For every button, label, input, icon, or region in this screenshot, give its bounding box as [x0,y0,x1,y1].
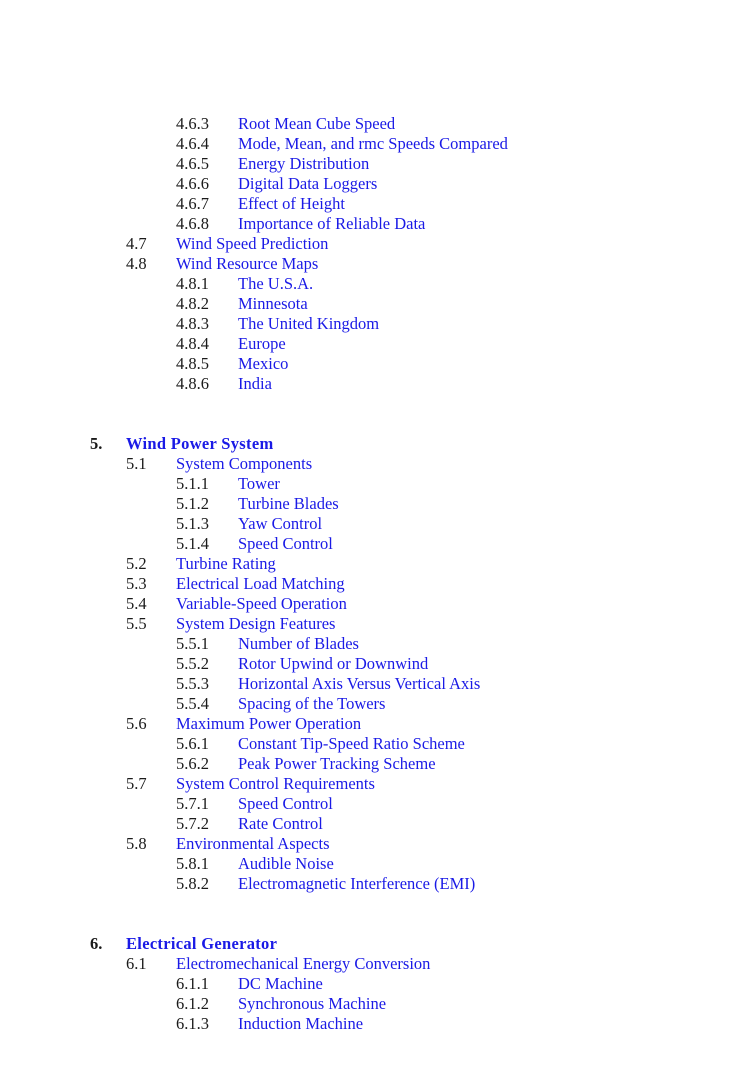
toc-section-entry [0,774,737,794]
toc-entry-number: 4.8.1 [176,274,209,293]
toc-subsection-entry [0,974,737,994]
toc-entry-link[interactable]: System Components [176,454,313,473]
toc-subsection-entry [0,294,737,314]
section-spacer [0,894,737,934]
toc-subsection-entry [0,534,737,554]
toc-chapter-entry [0,934,737,954]
toc-entry-link[interactable]: Effect of Height [238,194,345,213]
toc-subsection-entry [0,874,737,894]
toc-entry-link[interactable]: Wind Power System [126,434,274,453]
toc-entry-link[interactable]: Horizontal Axis Versus Vertical Axis [238,674,481,693]
toc-entry-link[interactable]: System Design Features [176,614,336,633]
toc-subsection-entry [0,334,737,354]
toc-entry-number: 4.8.6 [176,374,209,393]
toc-entry-number: 6.1.2 [176,994,209,1013]
toc-entry-link[interactable]: The U.S.A. [238,274,314,293]
toc-entry-number: 4.6.8 [176,214,209,233]
toc-entry-number: 4.6.5 [176,154,209,173]
toc-entry-link[interactable]: Europe [238,334,286,353]
toc-entry-number: 4.8 [126,254,147,273]
toc-entry-link[interactable]: Wind Resource Maps [176,254,319,273]
toc-entry-link[interactable]: Mexico [238,354,289,373]
toc-entry-link[interactable]: Maximum Power Operation [176,714,362,733]
toc-subsection-entry [0,494,737,514]
toc-entry-link[interactable]: Spacing of the Towers [238,694,386,713]
toc-subsection-entry [0,174,737,194]
toc-entry-number: 5.7 [126,774,147,793]
toc-subsection-entry [0,274,737,294]
toc-entry-number: 4.6.7 [176,194,209,213]
toc-entry-number: 6.1 [126,954,147,973]
toc-subsection-entry [0,654,737,674]
toc-subsection-entry [0,994,737,1014]
toc-section-entry [0,594,737,614]
toc-subsection-entry [0,814,737,834]
toc-entry-number: 4.7 [126,234,147,253]
toc-section-entry [0,454,737,474]
toc-entry-link[interactable]: Speed Control [238,534,333,553]
toc-entry-number: 5.8 [126,834,147,853]
toc-entry-number: 5.1.4 [176,534,209,553]
toc-subsection-entry [0,754,737,774]
toc-section-entry [0,574,737,594]
toc-entry-number: 5.7.1 [176,794,209,813]
toc-entry-link[interactable]: Constant Tip-Speed Ratio Scheme [238,734,465,753]
toc-entry-number: 4.8.3 [176,314,209,333]
toc-entry-number: 5.8.2 [176,874,209,893]
toc-entry-link[interactable]: Speed Control [238,794,333,813]
toc-entry-link[interactable]: Electromagnetic Interference (EMI) [238,874,476,893]
toc-entry-number: 5.1 [126,454,147,473]
toc-entry-link[interactable]: DC Machine [238,974,323,993]
toc-entry-link[interactable]: Rate Control [238,814,323,833]
toc-entry-link[interactable]: Peak Power Tracking Scheme [238,754,436,773]
toc-entry-link[interactable]: Electromechanical Energy Conversion [176,954,431,973]
toc-entry-link[interactable]: Rotor Upwind or Downwind [238,654,429,673]
toc-entry-number: 5.1.3 [176,514,209,533]
toc-subsection-entry [0,514,737,534]
toc-subsection-entry [0,794,737,814]
toc-entry-number: 5.6.1 [176,734,209,753]
toc-entry-number: 5.6 [126,714,147,733]
toc-entry-link[interactable]: Importance of Reliable Data [238,214,426,233]
toc-entry-number: 5.7.2 [176,814,209,833]
toc-entry-link[interactable]: Yaw Control [238,514,323,533]
toc-entry-link[interactable]: Variable-Speed Operation [176,594,347,613]
toc-section-entry [0,234,737,254]
toc-entry-number: 4.8.5 [176,354,209,373]
toc-entry-number: 5.3 [126,574,147,593]
toc-entry-number: 4.8.4 [176,334,209,353]
toc-entry-number: 5.8.1 [176,854,209,873]
toc-entry-number: 6. [90,934,103,953]
toc-subsection-entry [0,734,737,754]
toc-subsection-entry [0,134,737,154]
toc-entry-number: 5.5.3 [176,674,209,693]
toc-subsection-entry [0,354,737,374]
toc-entry-link[interactable]: Energy Distribution [238,154,370,173]
toc-entry-number: 4.6.6 [176,174,209,193]
toc-entry-number: 5.1.2 [176,494,209,513]
toc-entry-number: 5.5.4 [176,694,209,713]
toc-subsection-entry [0,154,737,174]
toc-entry-link[interactable]: Mode, Mean, and rmc Speeds Compared [238,134,508,153]
toc-entry-link[interactable]: India [238,374,272,393]
toc-section-entry [0,554,737,574]
toc-entry-number: 5.5.1 [176,634,209,653]
toc-chapter-entry [0,434,737,454]
toc-entry-link[interactable]: Environmental Aspects [176,834,330,853]
toc-section-entry [0,834,737,854]
toc-entry-number: 5. [90,434,103,453]
toc-entry-number: 6.1.3 [176,1014,209,1033]
toc-entry-link[interactable]: The United Kingdom [238,314,380,333]
toc-subsection-entry [0,854,737,874]
toc-entry-number: 4.8.2 [176,294,209,313]
toc-entry-number: 5.6.2 [176,754,209,773]
toc-entry-link[interactable]: Synchronous Machine [238,994,387,1013]
section-spacer [0,394,737,434]
toc-subsection-entry [0,114,737,134]
toc-section-entry [0,614,737,634]
toc-subsection-entry [0,474,737,494]
toc-entry-link[interactable]: Turbine Rating [176,554,276,573]
toc-entry-link[interactable]: Wind Speed Prediction [176,234,329,253]
toc-subsection-entry [0,634,737,654]
toc-entry-number: 4.6.3 [176,114,209,133]
toc-subsection-entry [0,1014,737,1034]
toc-entry-number: 5.2 [126,554,147,573]
toc-subsection-entry [0,694,737,714]
toc-subsection-entry [0,214,737,234]
toc-entry-link[interactable]: System Control Requirements [176,774,375,793]
toc-entry-link[interactable]: Digital Data Loggers [238,174,378,193]
toc-entry-link[interactable]: Number of Blades [238,634,359,653]
toc-subsection-entry [0,374,737,394]
toc-entry-number: 5.4 [126,594,147,613]
table-of-contents [0,114,737,1034]
toc-subsection-entry [0,194,737,214]
toc-section-entry [0,954,737,974]
toc-entry-link[interactable]: Audible Noise [238,854,334,873]
toc-entry-link[interactable]: Turbine Blades [238,494,339,513]
toc-entry-link[interactable]: Electrical Load Matching [176,574,345,593]
toc-entry-link[interactable]: Tower [238,474,280,493]
toc-subsection-entry [0,674,737,694]
toc-section-entry [0,254,737,274]
toc-entry-link[interactable]: Induction Machine [238,1014,364,1033]
toc-entry-number: 6.1.1 [176,974,209,993]
toc-subsection-entry [0,314,737,334]
toc-section-entry [0,714,737,734]
toc-entry-link[interactable]: Root Mean Cube Speed [238,114,396,133]
toc-entry-number: 5.5.2 [176,654,209,673]
toc-entry-link[interactable]: Electrical Generator [126,934,278,953]
toc-entry-link[interactable]: Minnesota [238,294,308,313]
toc-entry-number: 4.6.4 [176,134,209,153]
toc-entry-number: 5.1.1 [176,474,209,493]
toc-entry-number: 5.5 [126,614,147,633]
